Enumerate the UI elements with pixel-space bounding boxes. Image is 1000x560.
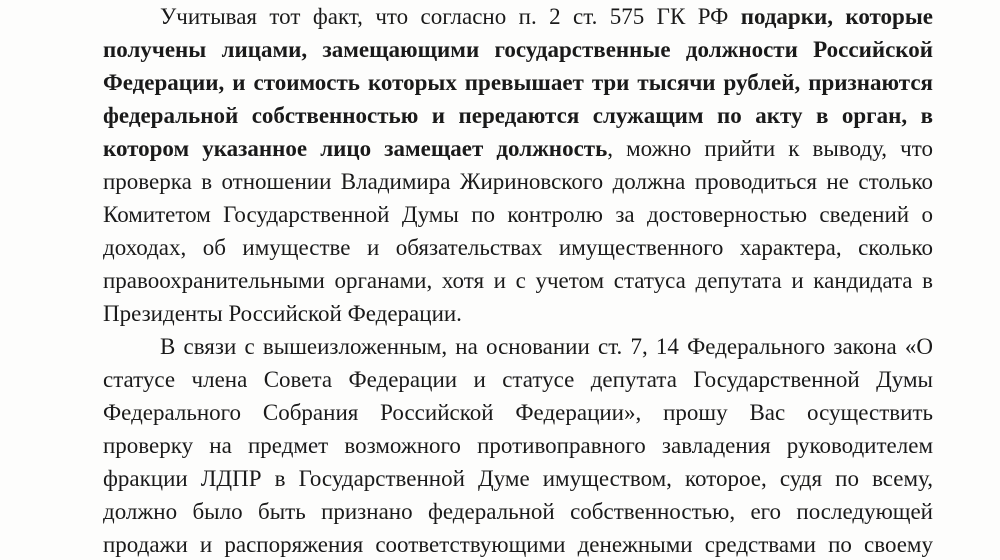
paragraph-2-line-7: продажи и распоряжения соответствующими денежными средствами по своему: [103, 532, 933, 557]
paragraph-2-line-1: В связи с вышеизложенным, на основании ст. 7, 14 Федерального закона «О: [160, 334, 933, 359]
bold-text-run: Федерации, и стоимость которых превышает три тысячи рублей, признаются: [103, 70, 933, 95]
bold-text-run: подарки, которые: [740, 4, 933, 29]
paragraph-1-line-6: проверка в отношении Владимира Жириновского должна проводиться не столько: [103, 169, 933, 194]
paragraph-1-line-1: [103, 0, 933, 33]
paragraph-2-line-4: проверку на предмет возможного противоправного завладения руководителем: [103, 433, 933, 458]
paragraph-1-line-8: доходах, об имуществе и обязательствах имущественного характера, сколько: [103, 235, 933, 260]
text-run: , можно прийти к выводу, что: [607, 136, 933, 161]
document-body: [103, 0, 933, 560]
paragraph-1-line-3: [103, 66, 933, 99]
paragraph-2-line-3: Федерального Собрания Российской Федерации», прошу Вас осуществить: [103, 400, 933, 425]
paragraph-1-line-5: [103, 132, 933, 165]
paragraph-2-line-6: должно было быть признано федеральной собственностью, его последующей: [103, 499, 933, 524]
paragraph-1-line-10: Президенты Российской Федерации.: [103, 301, 462, 326]
paragraph-1-line-2: [103, 33, 933, 66]
paragraph-1-line-7: Комитетом Государственной Думы по контролю за достоверностью сведений о: [103, 202, 933, 227]
paragraph-1-line-9: правоохранительными органами, хотя и с учетом статуса депутата и кандидата в: [103, 268, 933, 293]
paragraph-1-line-4: [103, 99, 933, 132]
bold-text-run: котором указанное лицо замещает должность: [103, 136, 608, 161]
paragraph-2-line-5: фракции ЛДПР в Государственной Думе имуществом, которое, судя по всему,: [103, 466, 933, 491]
bold-text-run: получены лицами, замещающими государственные должности Российской: [103, 37, 933, 62]
bold-text-run: федеральной собственностью и передаются служащим по акту в орган, в: [103, 103, 933, 128]
paragraph-2-line-2: статусе члена Совета Федерации и статусе депутата Государственной Думы: [103, 367, 933, 392]
text-run: Учитывая тот факт, что согласно п. 2 ст. 575 ГК РФ: [160, 4, 741, 29]
